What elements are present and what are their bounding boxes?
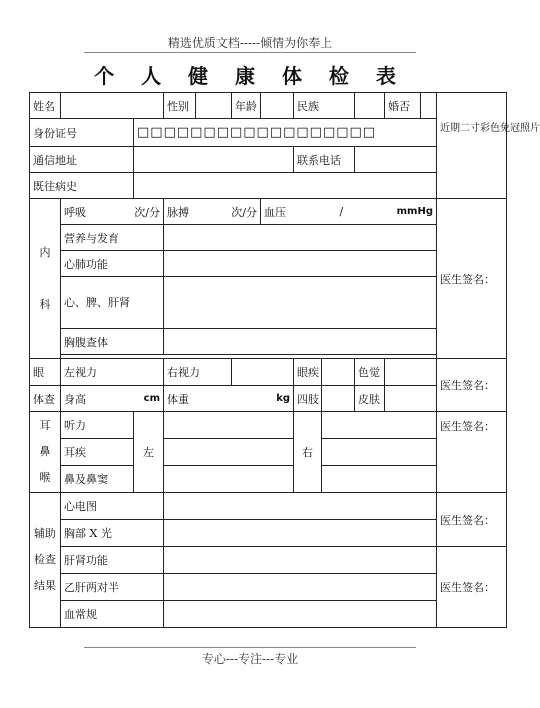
age-label: 年龄 xyxy=(232,93,261,119)
blood-field[interactable] xyxy=(164,601,437,628)
nose-label: 鼻及鼻窦 xyxy=(61,466,134,493)
eye-disease-field[interactable] xyxy=(322,359,355,386)
ent-section-ear: 耳 xyxy=(39,419,51,432)
ecg-label: 心电图 xyxy=(61,493,164,520)
breath-unit: 次/分 xyxy=(134,205,160,219)
marital-field[interactable] xyxy=(421,93,437,119)
ethnicity-field[interactable] xyxy=(355,93,385,119)
bp-cell[interactable] xyxy=(261,199,437,225)
liver-kidney-field[interactable] xyxy=(164,547,437,574)
ethnicity-label: 民族 xyxy=(294,93,355,119)
left-vision-label: 左视力 xyxy=(61,359,164,386)
body-check-section-label: 体查 xyxy=(30,386,61,412)
ent-right-field-2[interactable] xyxy=(322,439,437,466)
history-field[interactable] xyxy=(134,173,437,199)
hearing-label: 听力 xyxy=(61,412,134,439)
ecg-field[interactable] xyxy=(164,493,437,520)
ent-right-field-1[interactable] xyxy=(322,412,437,439)
heart-lung-label: 心肺功能 xyxy=(61,251,164,277)
weight-unit: kg xyxy=(276,393,290,404)
nutrition-label: 营养与发育 xyxy=(61,225,164,251)
xray-label: 胸部 X 光 xyxy=(61,520,164,547)
right-vision-label: 右视力 xyxy=(164,359,232,386)
ent-section-throat: 喉 xyxy=(39,471,51,484)
ent-right-field-3[interactable] xyxy=(322,466,437,493)
height-cell[interactable] xyxy=(61,386,164,412)
ent-section-nose: 鼻 xyxy=(39,445,51,458)
ent-left-label: 左 xyxy=(134,412,164,493)
right-vision-field[interactable] xyxy=(232,359,294,386)
xray-field[interactable] xyxy=(164,520,437,547)
liver-kidney-label: 肝肾功能 xyxy=(61,547,164,574)
age-field[interactable] xyxy=(261,93,294,119)
weight-label: 体重 xyxy=(167,392,189,406)
pulse-label: 脉搏 xyxy=(167,205,189,219)
aux-section-1: 辅助 xyxy=(34,527,56,540)
limbs-field[interactable] xyxy=(322,386,355,412)
header-divider xyxy=(84,52,416,53)
address-field[interactable] xyxy=(134,147,294,173)
eye-doctor-signature[interactable]: 医生签名： xyxy=(437,359,507,412)
id-number-boxes[interactable]: □□□□□□□□□□□□□□□□□□ xyxy=(134,119,437,147)
skin-label: 皮肤 xyxy=(355,386,385,412)
bp-label: 血压 xyxy=(264,205,286,219)
history-label: 既往病史 xyxy=(30,173,134,199)
organs-label: 心、脾、肝肾 xyxy=(61,277,164,329)
aux-section-2: 检查 xyxy=(34,553,56,566)
phone-label: 联系电话 xyxy=(294,147,355,173)
hepatitis-label: 乙肝两对半 xyxy=(61,574,164,601)
weight-cell[interactable] xyxy=(164,386,294,412)
photo-box[interactable]: 近期二寸彩色免冠照片 xyxy=(437,93,507,199)
ent-right-label: 右 xyxy=(294,412,322,493)
header-note: 精选优质文档-----倾情为你奉上 xyxy=(167,36,333,50)
height-label: 身高 xyxy=(64,392,86,406)
pulse-unit: 次/分 xyxy=(231,205,257,219)
gender-label: 性别 xyxy=(164,93,196,119)
skin-field[interactable] xyxy=(385,386,437,412)
limbs-label: 四肢 xyxy=(294,386,322,412)
organs-field[interactable] xyxy=(164,277,437,329)
name-field[interactable] xyxy=(61,93,164,119)
eye-section-label: 眼 xyxy=(30,359,61,386)
heart-lung-field[interactable] xyxy=(164,251,437,277)
abdomen-label: 胸腹查体 xyxy=(61,329,164,355)
abdomen-field[interactable] xyxy=(164,329,437,355)
aux-doctor-signature-1[interactable]: 医生签名： xyxy=(437,493,507,547)
address-label: 通信地址 xyxy=(30,147,134,173)
aux-section-3: 结果 xyxy=(34,579,56,592)
footer-divider xyxy=(84,647,416,648)
internal-doctor-signature[interactable]: 医生签名： xyxy=(437,199,507,359)
ent-left-field-2[interactable] xyxy=(164,439,294,466)
ear-disease-label: 耳疾 xyxy=(61,439,134,466)
color-vision-field[interactable] xyxy=(385,359,437,386)
ent-left-field-1[interactable] xyxy=(164,412,294,439)
aux-section-label xyxy=(30,493,61,628)
marital-label: 婚否 xyxy=(385,93,421,119)
bp-separator: / xyxy=(339,205,344,218)
nutrition-field[interactable] xyxy=(164,225,437,251)
breath-cell[interactable] xyxy=(61,199,164,225)
footer-note: 专心---专注---专业 xyxy=(201,652,299,666)
gender-field[interactable] xyxy=(196,93,232,119)
bp-unit: mmHg xyxy=(396,206,433,217)
color-vision-label: 色觉 xyxy=(355,359,385,386)
internal-section-bottom: 科 xyxy=(39,297,51,311)
internal-section-top: 内 xyxy=(39,245,51,259)
aux-doctor-signature-2[interactable]: 医生签名： xyxy=(437,547,507,628)
id-number-label: 身份证号 xyxy=(30,119,134,147)
ent-section-label xyxy=(30,412,61,493)
ent-left-field-3[interactable] xyxy=(164,466,294,493)
height-unit: cm xyxy=(143,393,160,404)
name-label: 姓名 xyxy=(30,93,61,119)
form-title: 个 人 健 康 体 检 表 xyxy=(94,64,406,88)
breath-label: 呼吸 xyxy=(64,205,86,219)
pulse-cell[interactable] xyxy=(164,199,261,225)
internal-section-label xyxy=(30,199,61,359)
phone-field[interactable] xyxy=(355,147,437,173)
ent-doctor-signature[interactable]: 医生签名： xyxy=(437,412,507,493)
health-form-table xyxy=(29,92,540,628)
eye-disease-label: 眼疾 xyxy=(294,359,322,386)
blood-label: 血常规 xyxy=(61,601,164,628)
hepatitis-field[interactable] xyxy=(164,574,437,601)
